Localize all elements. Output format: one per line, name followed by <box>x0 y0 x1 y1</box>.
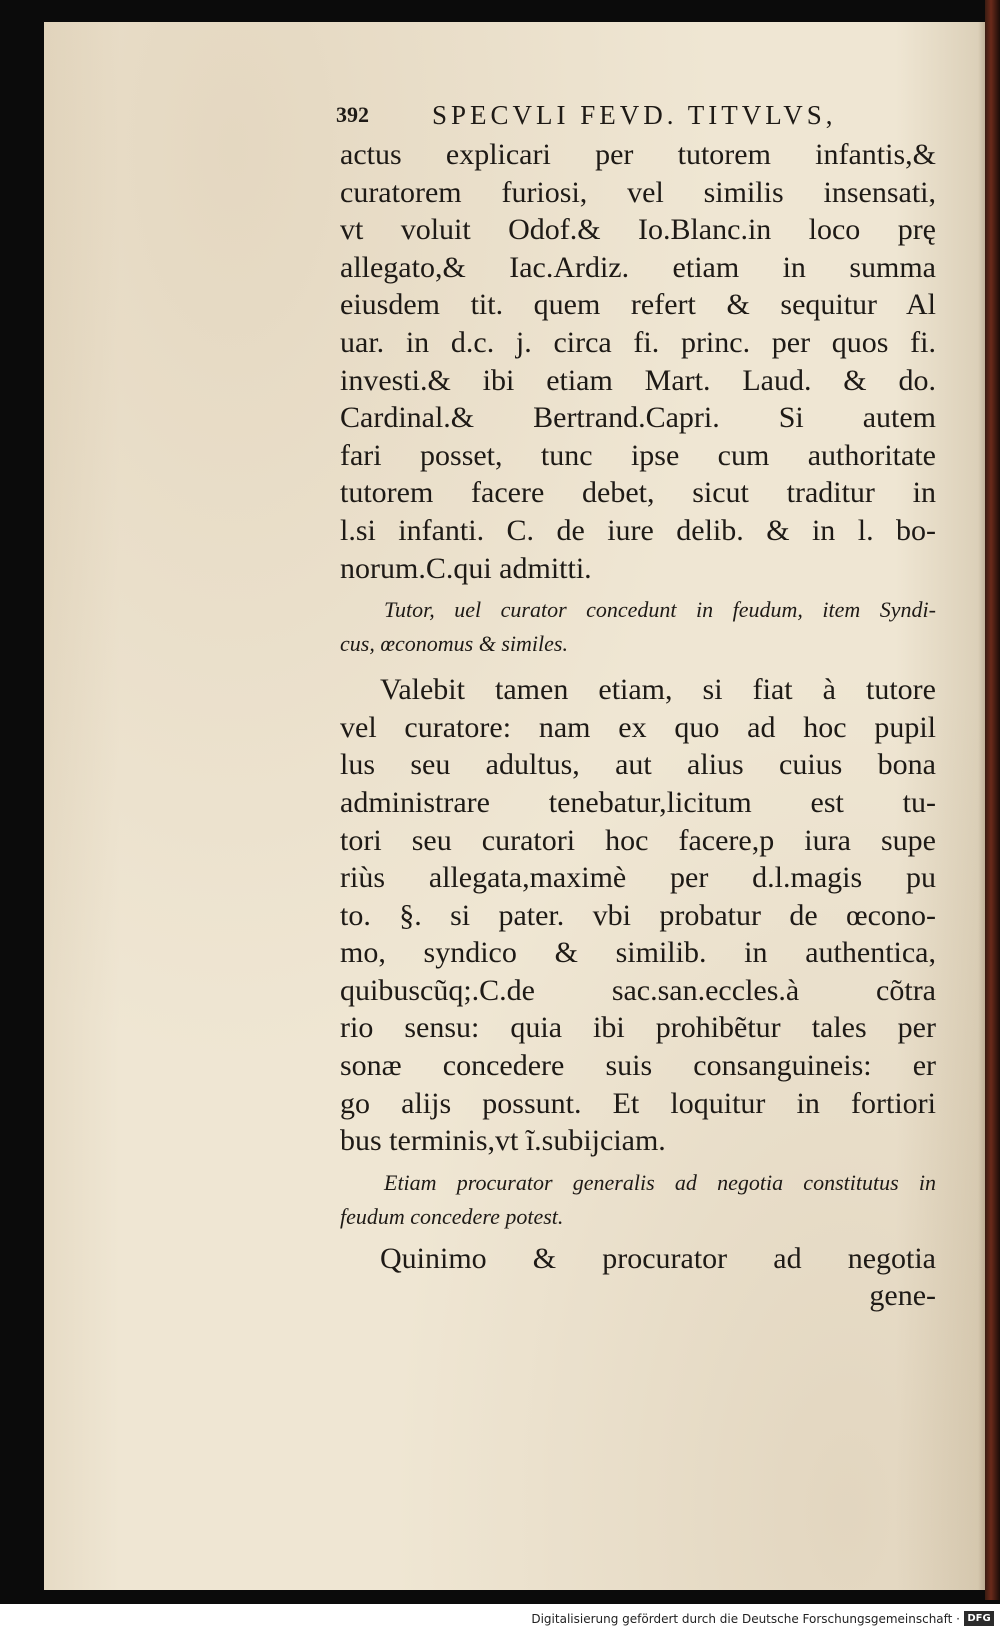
text-line: vt voluit Odof.& Io.Blanc.in loco prę <box>340 213 936 247</box>
text-line: Quinimo & procurator ad negotia <box>380 1241 936 1275</box>
page-header <box>336 100 936 136</box>
text-line: eiusdem tit. quem refert & sequitur Al <box>340 288 936 322</box>
text-line: administrare tenebatur,licitum est tu- <box>340 785 936 819</box>
text-line: lus seu adultus, aut alius cuius bona <box>340 748 936 782</box>
catchword: gene- <box>869 1279 936 1313</box>
text-line: allegato,& Iac.Ardiz. etiam in summa <box>340 250 936 284</box>
text-line: go alijs possunt. Et loquitur in fortiori <box>340 1086 936 1120</box>
marginal-gloss-1 <box>340 593 936 661</box>
text-line: riùs allegata,maximè per d.l.magis pu <box>340 861 936 895</box>
text-line: curatorem furiosi, vel similis insensati, <box>340 175 936 209</box>
marginal-gloss-2 <box>340 1166 936 1234</box>
dfg-logo: DFG <box>964 1611 994 1626</box>
text-line: rio sensu: quia ibi prohibẽtur tales per <box>340 1011 936 1045</box>
text-line: tori seu curatori hoc facere,p iura supe <box>340 823 936 857</box>
running-title: SPECVLI FEVD. TITVLVS, <box>432 100 837 130</box>
gloss-line: Etiam procurator generalis ad negotia constitutus in <box>384 1169 936 1195</box>
text-line: Cardinal.& Bertrand.Capri. Si autem <box>340 401 936 435</box>
paragraph-3 <box>340 1240 936 1315</box>
page-number: 392 <box>336 102 369 127</box>
gloss-line: feudum concedere potest. <box>340 1203 564 1229</box>
gloss-line: Tutor, uel curator concedunt in feudum, item Syndi- <box>384 597 936 623</box>
text-line: investi.& ibi etiam Mart. Laud. & do. <box>340 363 936 397</box>
text-line: quibuscũq;.C.de sac.san.eccles.à cõtra <box>340 973 936 1007</box>
text-line: vel curatore: nam ex quo ad hoc pupil <box>340 710 936 744</box>
text-block <box>336 100 936 1315</box>
text-line: norum.C.qui admitti. <box>340 551 592 585</box>
text-line: bus terminis,vt ĩ.subijciam. <box>340 1124 666 1158</box>
footer-bar <box>0 1604 1000 1634</box>
text-line: tutorem facere debet, sicut traditur in <box>340 476 936 510</box>
text-line: fari posset, tunc ipse cum authoritate <box>340 438 936 472</box>
text-line: uar. in d.c. j. circa fi. princ. per quos fi. <box>340 325 936 359</box>
digitization-credit: Digitalisierung gefördert durch die Deutsche Forschungsgemeinschaft · <box>531 1612 960 1626</box>
text-line: actus explicari per tutorem infantis,& <box>340 138 936 171</box>
text-line: mo, syndico & similib. in authentica, <box>340 936 936 970</box>
text-line: Valebit tamen etiam, si fiat à tutore <box>380 673 936 707</box>
paragraph-2 <box>340 671 936 1160</box>
book-binding <box>985 0 1000 1600</box>
gloss-line: cus, œconomus & similes. <box>340 631 568 657</box>
paragraph-1 <box>340 136 936 587</box>
text-line: to. §. si pater. vbi probatur de œcono- <box>340 898 936 932</box>
text-line: l.si infanti. C. de iure delib. & in l. bo- <box>340 513 936 547</box>
text-line: sonæ concedere suis consanguineis: er <box>340 1049 936 1083</box>
